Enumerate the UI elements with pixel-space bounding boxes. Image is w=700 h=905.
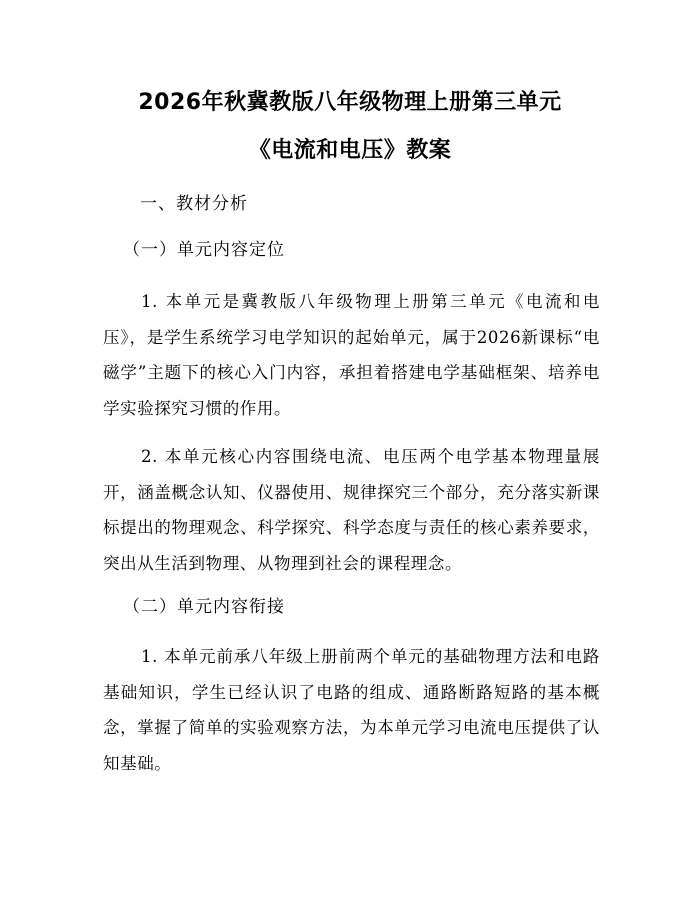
subsection-heading-unit-connection: （二）单元内容衔接 (123, 597, 285, 617)
paragraph-unit-connection-1: 1. 本单元前承八年级上册前两个单元的基础物理方法和电路基础知识，学生已经认识了电路的组成、通路断路短路的基本概念，掌握了简单的实验观察方法，为本单元学习电流电压提供了认知基础。 (103, 647, 600, 773)
paragraph-unit-positioning-2: 2. 本单元核心内容围绕电流、电压两个电学基本物理量展开，涵盖概念认知、仪器使用、规律探究三个部分，充分落实新课标提出的物理观念、科学探究、科学态度与责任的核心素养要求，突出从生活到物理、从物理到社会的课程理念。 (103, 447, 600, 573)
subsection-heading-unit-positioning: （一）单元内容定位 (123, 240, 285, 260)
section-heading-textbook-analysis: 一、教材分析 (140, 194, 248, 214)
document-title-line-2: 《电流和电压》教案 (248, 138, 452, 163)
document-title-line-1: 2026年秋冀教版八年级物理上册第三单元 (138, 90, 562, 115)
paragraph-unit-positioning-1: 1. 本单元是冀教版八年级物理上册第三单元《电流和电压》，是学生系统学习电学知识的起始单元，属于2026新课标“电磁学”主题下的核心入门内容，承担着搭建电学基础框架、培养电学实验探究习惯的作用。 (103, 292, 600, 418)
